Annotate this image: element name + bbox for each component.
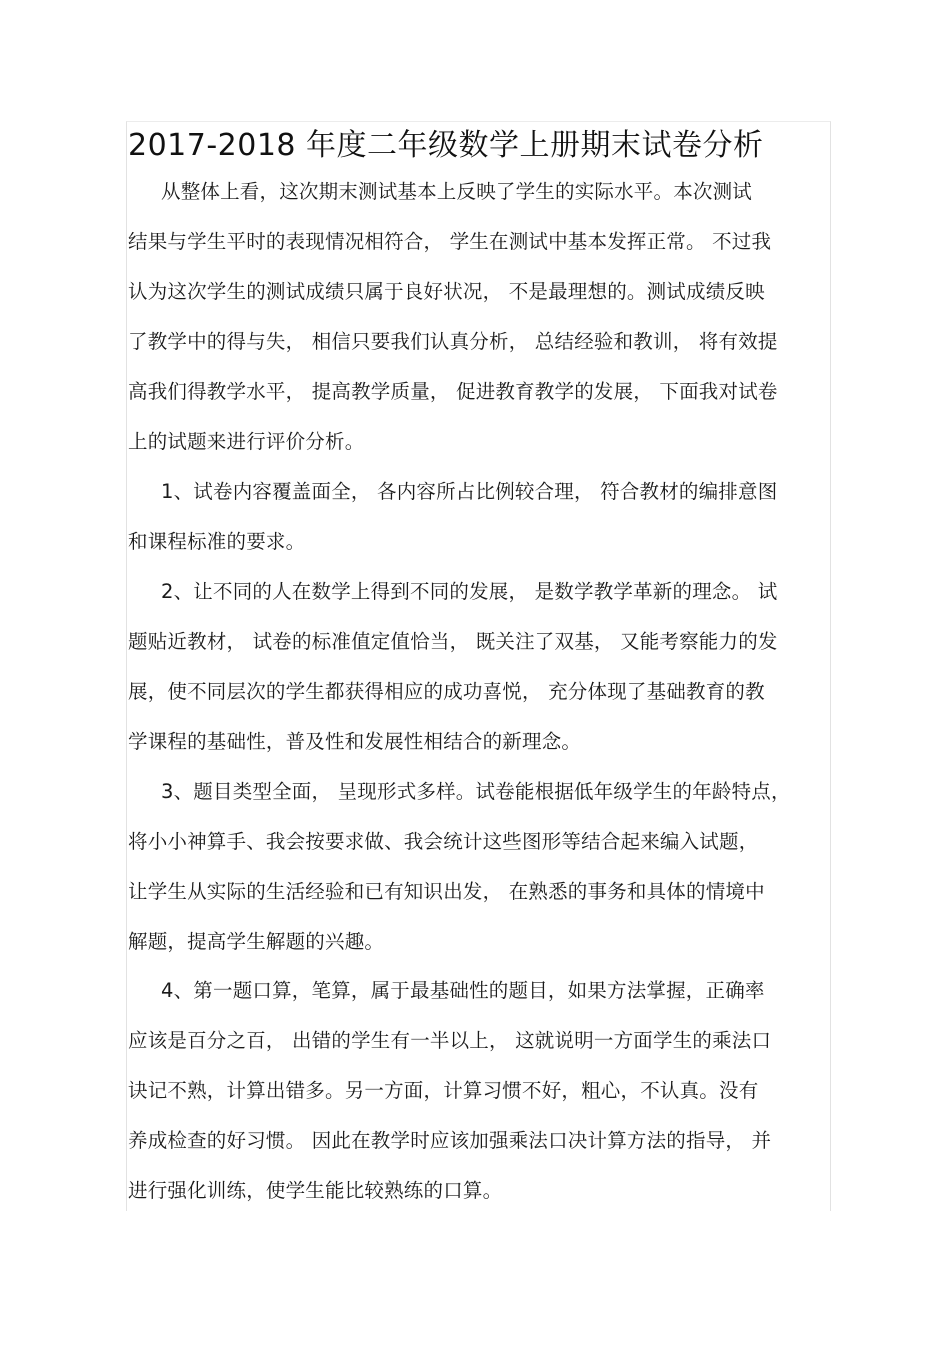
paragraph-line: 进行强化训练，使学生能比较熟练的口算。 xyxy=(128,1179,503,1202)
paragraph-line: 4、第一题口算，笔算，属于最基础性的题目，如果方法掌握，正确率 xyxy=(161,979,765,1002)
paragraph-line: 2、让不同的人在数学上得到不同的发展， 是数学教学革新的理念。 试 xyxy=(161,580,778,603)
paragraph-line: 认为这次学生的测试成绩只属于良好状况， 不是最理想的。测试成绩反映 xyxy=(128,280,765,303)
paragraph-line: 展，使不同层次的学生都获得相应的成功喜悦， 充分体现了基础教育的教 xyxy=(128,680,765,703)
paragraph-line: 养成检查的好习惯。 因此在教学时应该加强乘法口决计算方法的指导， 并 xyxy=(128,1129,772,1152)
paragraph-line: 1、试卷内容覆盖面全， 各内容所占比例较合理， 符合教材的编排意图 xyxy=(161,480,778,503)
paragraph-line: 学课程的基础性，普及性和发展性相结合的新理念。 xyxy=(128,730,582,753)
paragraph-line: 了教学中的得与失， 相信只要我们认真分析， 总结经验和教训， 将有效提 xyxy=(128,330,778,353)
paragraph-line: 将小小神算手、我会按要求做、我会统计这些图形等结合起来编入试题， xyxy=(128,830,759,853)
paragraph-point-3 xyxy=(128,767,831,967)
paragraph-point-2 xyxy=(128,567,831,767)
paragraph-point-4 xyxy=(128,966,831,1216)
paragraph-line: 上的试题来进行评价分析。 xyxy=(128,430,365,453)
paragraph-overview xyxy=(128,167,831,467)
paragraph-line: 从整体上看，这次期末测试基本上反映了学生的实际水平。本次测试 xyxy=(161,180,753,203)
paragraph-line: 诀记不熟，计算出错多。另一方面，计算习惯不好，粗心，不认真。没有 xyxy=(128,1079,759,1102)
document-title: 2017-2018 年度二年级数学上册期末试卷分析 xyxy=(128,128,764,163)
paragraph-line: 高我们得教学水平， 提高教学质量， 促进教育教学的发展， 下面我对试卷 xyxy=(128,380,778,403)
paragraph-line: 解题，提高学生解题的兴趣。 xyxy=(128,930,385,953)
paragraph-line: 应该是百分之百， 出错的学生有一半以上， 这就说明一方面学生的乘法口 xyxy=(128,1029,772,1052)
paragraph-line: 题贴近教材， 试卷的标准值定值恰当， 既关注了双基， 又能考察能力的发 xyxy=(128,630,778,653)
paragraph-line: 结果与学生平时的表现情况相符合， 学生在测试中基本发挥正常。 不过我 xyxy=(128,230,772,253)
paragraph-line: 和课程标准的要求。 xyxy=(128,530,306,553)
paragraph-line: 让学生从实际的生活经验和已有知识出发， 在熟悉的事务和具体的情境中 xyxy=(128,880,765,903)
paragraph-line: 3、题目类型全面， 呈现形式多样。试卷能根据低年级学生的年龄特点， xyxy=(161,780,791,803)
paragraph-point-1 xyxy=(128,467,831,567)
